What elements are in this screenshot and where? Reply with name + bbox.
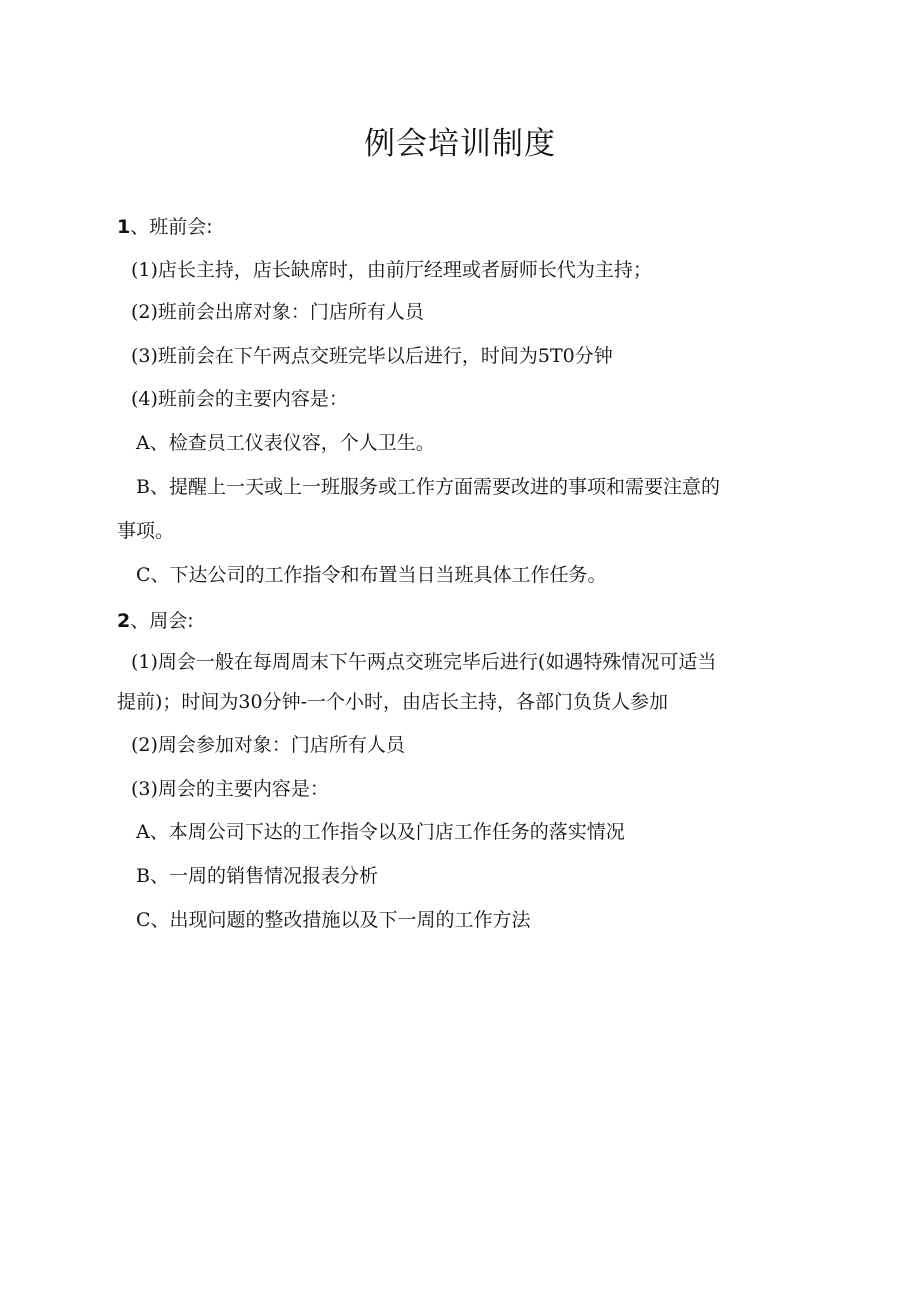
section-1-heading [117,212,213,239]
section-2-line-3: (3)周会的主要内容是： [131,778,329,800]
section-1-line-1: (1)店长主持，店长缺席时，由前厅经理或者厨师长代为主持； [131,259,652,281]
page-title: 例会培训制度 [364,126,556,162]
section-2-item-a: A、本周公司下达的工作指令以及门店工作任务的落实情况 [136,821,625,843]
section-2-title: 、周会: [130,610,194,632]
section-2-heading [117,606,194,633]
section-2-line-1-cont: 提前)；时间为30分钟-一个小时，由店长主持，各部门负货人参加 [117,691,669,713]
section-2-item-c: C、出现问题的整改措施以及下一周的工作方法 [136,909,531,931]
section-2-item-b: B、一周的销售情况报表分析 [136,865,378,887]
section-2-number: 2 [117,610,131,632]
section-1-title: 、班前会: [130,216,213,238]
section-1-item-c: C、下达公司的工作指令和布置当日当班具体工作任务。 [136,564,607,586]
section-1-number: 1 [117,216,131,238]
section-2-line-2: (2)周会参加对象：门店所有人员 [131,734,405,756]
section-1-item-a: A、检查员工仪表仪容，个人卫生。 [136,432,435,454]
section-1-line-3: (3)班前会在下午两点交班完毕以后进行，时间为5T0分钟 [131,345,613,367]
section-2-line-1: (1)周会一般在每周周末下午两点交班完毕后进行(如遇特殊情况可适当 [131,651,717,673]
section-1-line-4: (4)班前会的主要内容是： [131,388,348,410]
section-1-line-2: (2)班前会出席对象：门店所有人员 [131,301,424,323]
section-1-item-b-cont: 事项。 [117,520,175,542]
section-1-item-b: B、提醒上一天或上一班服务或工作方面需要改进的事项和需要注意的 [136,476,720,498]
